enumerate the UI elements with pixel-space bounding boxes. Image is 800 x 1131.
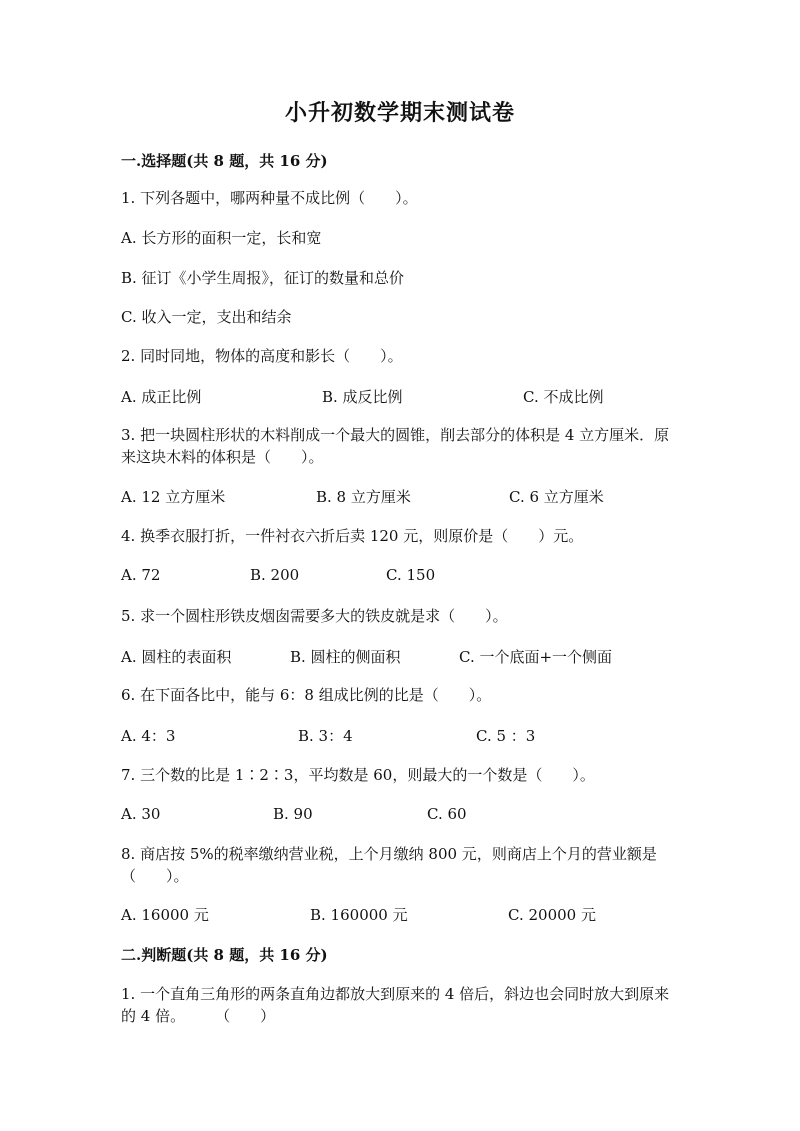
option-c: C. 一个底面+一个侧面: [459, 648, 613, 666]
option-c: C. 6 立方厘米: [509, 488, 604, 506]
option-a: A. 圆柱的表面积: [121, 648, 232, 666]
option-b: B. 征订《小学生周报》，征订的数量和总价: [121, 269, 405, 287]
option-c: C. 收入一定，支出和结余: [121, 308, 292, 326]
option-b: B. 8 立方厘米: [316, 488, 411, 506]
option-b: B. 圆柱的侧面积: [290, 648, 401, 666]
option-a: A. 72: [121, 566, 161, 584]
option-b: B. 90: [273, 805, 313, 823]
question-stem: 8. 商店按 5%的税率缴纳营业税，上个月缴纳 800 元，则商店上个月的营业额是（ ）。: [121, 845, 657, 885]
option-a: A. 30: [121, 805, 161, 823]
question-stem: 1. 下列各题中，哪两种量不成比例（ ）。: [121, 189, 418, 207]
option-b: B. 200: [250, 566, 300, 584]
option-c: C. 不成比例: [523, 388, 604, 406]
option-b: B. 成反比例: [322, 388, 403, 406]
option-a: A. 12 立方厘米: [121, 488, 226, 506]
page-title: 小升初数学期末测试卷: [284, 100, 515, 126]
option-c: C. 20000 元: [508, 906, 596, 924]
question-stem: 2. 同时同地，物体的高度和影长（ ）。: [121, 347, 403, 365]
question-stem: 1. 一个直角三角形的两条直角边都放大到原来的 4 倍后，斜边也会同时放大到原来的 4 倍。 （ ）: [121, 985, 670, 1025]
question-stem: 6. 在下面各比中，能与 6：8 组成比例的比是（ ）。: [121, 686, 492, 704]
question-stem: 3. 把一块圆柱形状的木料削成一个最大的圆锥，削去部分的体积是 4 立方厘米．原来这块木料的体积是（ ）。: [121, 426, 670, 466]
option-a: A. 成正比例: [121, 388, 202, 406]
option-c: C. 150: [386, 566, 436, 584]
section-heading-choice: 一.选择题(共 8 题，共 16 分): [121, 152, 328, 170]
question-stem: 5. 求一个圆柱形铁皮烟囱需要多大的铁皮就是求（ ）。: [121, 607, 508, 625]
option-b: B. 3：4: [298, 727, 353, 745]
option-a: A. 4：3: [121, 727, 176, 745]
option-c: C. 5 ：3: [476, 727, 536, 745]
question-stem: 4. 换季衣服打折，一件衬衣六折后卖 120 元，则原价是（ ）元。: [121, 527, 584, 545]
section-heading-judge: 二.判断题(共 8 题，共 16 分): [121, 946, 328, 964]
question-stem: 7. 三个数的比是 1∶2∶3，平均数是 60，则最大的一个数是（ ）。: [121, 766, 595, 784]
option-b: B. 160000 元: [310, 906, 408, 924]
option-c: C. 60: [427, 805, 467, 823]
option-a: A. 16000 元: [121, 906, 209, 924]
option-a: A. 长方形的面积一定，长和宽: [121, 229, 322, 247]
